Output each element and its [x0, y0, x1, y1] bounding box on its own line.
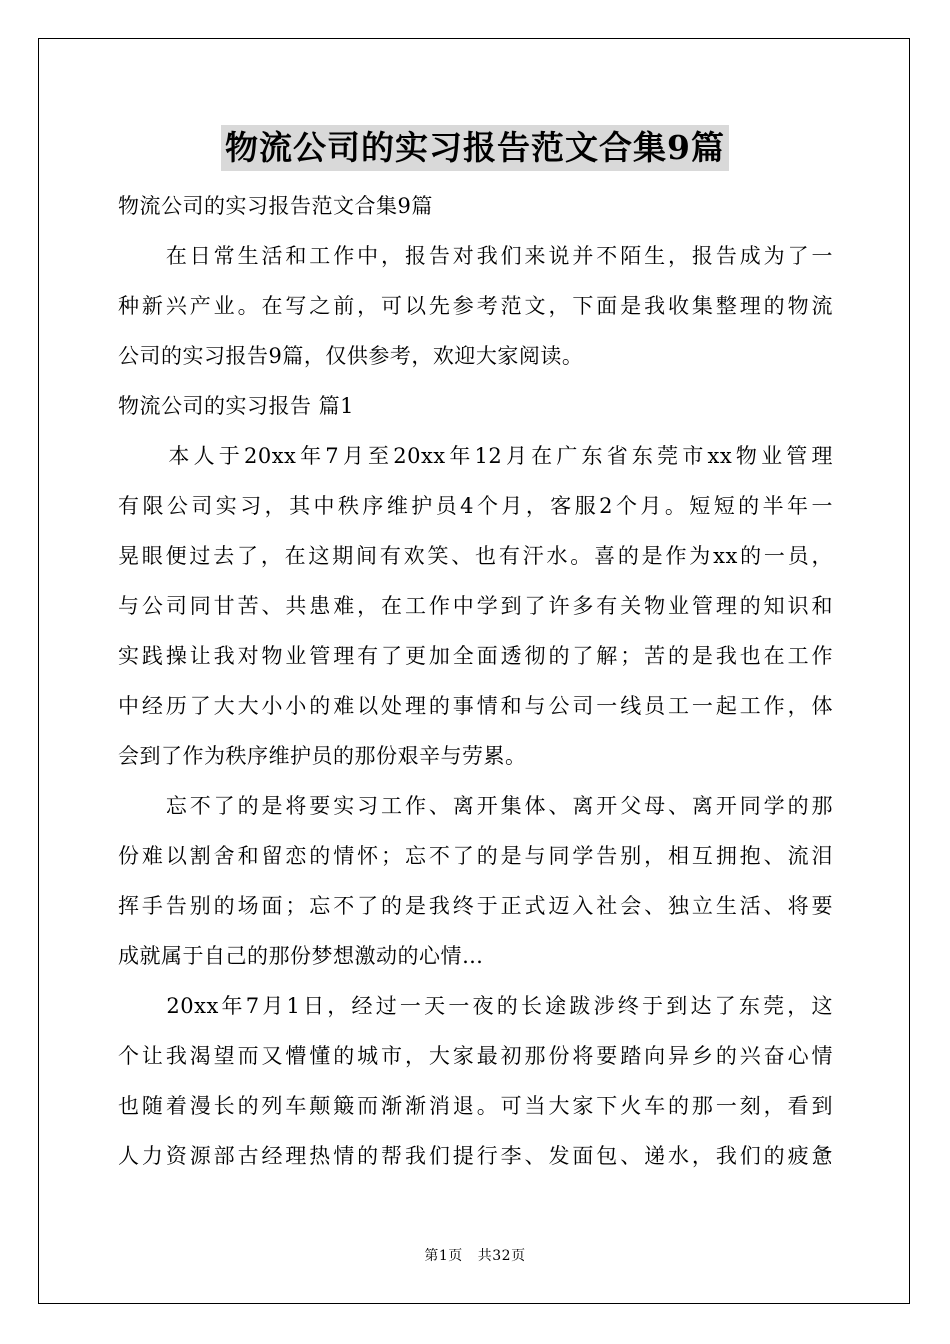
text-line: 有限公司实习，其中秩序维护员4个月，客服2个月。短短的半年一 — [118, 494, 833, 518]
text-line: 公司的实习报告9篇，仅供参考，欢迎大家阅读。 — [118, 344, 584, 368]
document-title: 物流公司的实习报告范文合集9篇 — [221, 125, 729, 171]
text-line: 晃眼便过去了，在这期间有欢笑、也有汗水。喜的是作为xx的一员， — [118, 544, 833, 568]
text-line: 会到了作为秩序维护员的那份艰辛与劳累。 — [118, 744, 527, 768]
text-line: 在日常生活和工作中，报告对我们来说并不陌生，报告成为了一 — [118, 244, 833, 268]
text-line: 种新兴产业。在写之前，可以先参考范文，下面是我收集整理的物流 — [118, 294, 833, 318]
text-line: 也随着漫长的列车颠簸而渐渐消退。可当大家下火车的那一刻，看到 — [118, 1094, 833, 1118]
paragraph-3 — [118, 981, 833, 1181]
title-container — [0, 125, 950, 171]
text-line: 挥手告别的场面；忘不了的是我终于正式迈入社会、独立生活、将要 — [118, 894, 833, 918]
document-subtitle: 物流公司的实习报告范文合集9篇 — [118, 194, 433, 218]
text-line: 成就属于自己的那份梦想激动的心情… — [118, 944, 484, 968]
text-line: 忘不了的是将要实习工作、离开集体、离开父母、离开同学的那 — [118, 794, 833, 818]
section-heading: 物流公司的实习报告 篇1 — [118, 394, 355, 418]
document-body — [118, 181, 833, 1181]
paragraph-1 — [118, 431, 833, 781]
text-line: 与公司同甘苦、共患难，在工作中学到了许多有关物业管理的知识和 — [118, 594, 833, 618]
paragraph-2 — [118, 781, 833, 981]
page-total: 共32页 — [477, 1248, 526, 1264]
text-line: 20xx年7月1日，经过一天一夜的长途跋涉终于到达了东莞，这 — [118, 994, 833, 1018]
text-line: 个让我渴望而又懵懂的城市，大家最初那份将要踏向异乡的兴奋心情 — [118, 1044, 833, 1068]
text-line: 份难以割舍和留恋的情怀；忘不了的是与同学告别，相互拥抱、流泪 — [118, 844, 833, 868]
text-line: 实践操让我对物业管理有了更加全面透彻的了解；苦的是我也在工作 — [118, 644, 833, 668]
page-footer — [0, 1246, 950, 1266]
page-number: 第1页 — [424, 1248, 463, 1264]
text-line: 中经历了大大小小的难以处理的事情和与公司一线员工一起工作，体 — [118, 694, 833, 718]
text-line: 人力资源部古经理热情的帮我们提行李、发面包、递水，我们的疲惫 — [118, 1144, 833, 1168]
text-line: 本人于20xx年7月至20xx年12月在广东省东莞市xx物业管理 — [118, 444, 833, 468]
intro-paragraph — [118, 231, 833, 381]
